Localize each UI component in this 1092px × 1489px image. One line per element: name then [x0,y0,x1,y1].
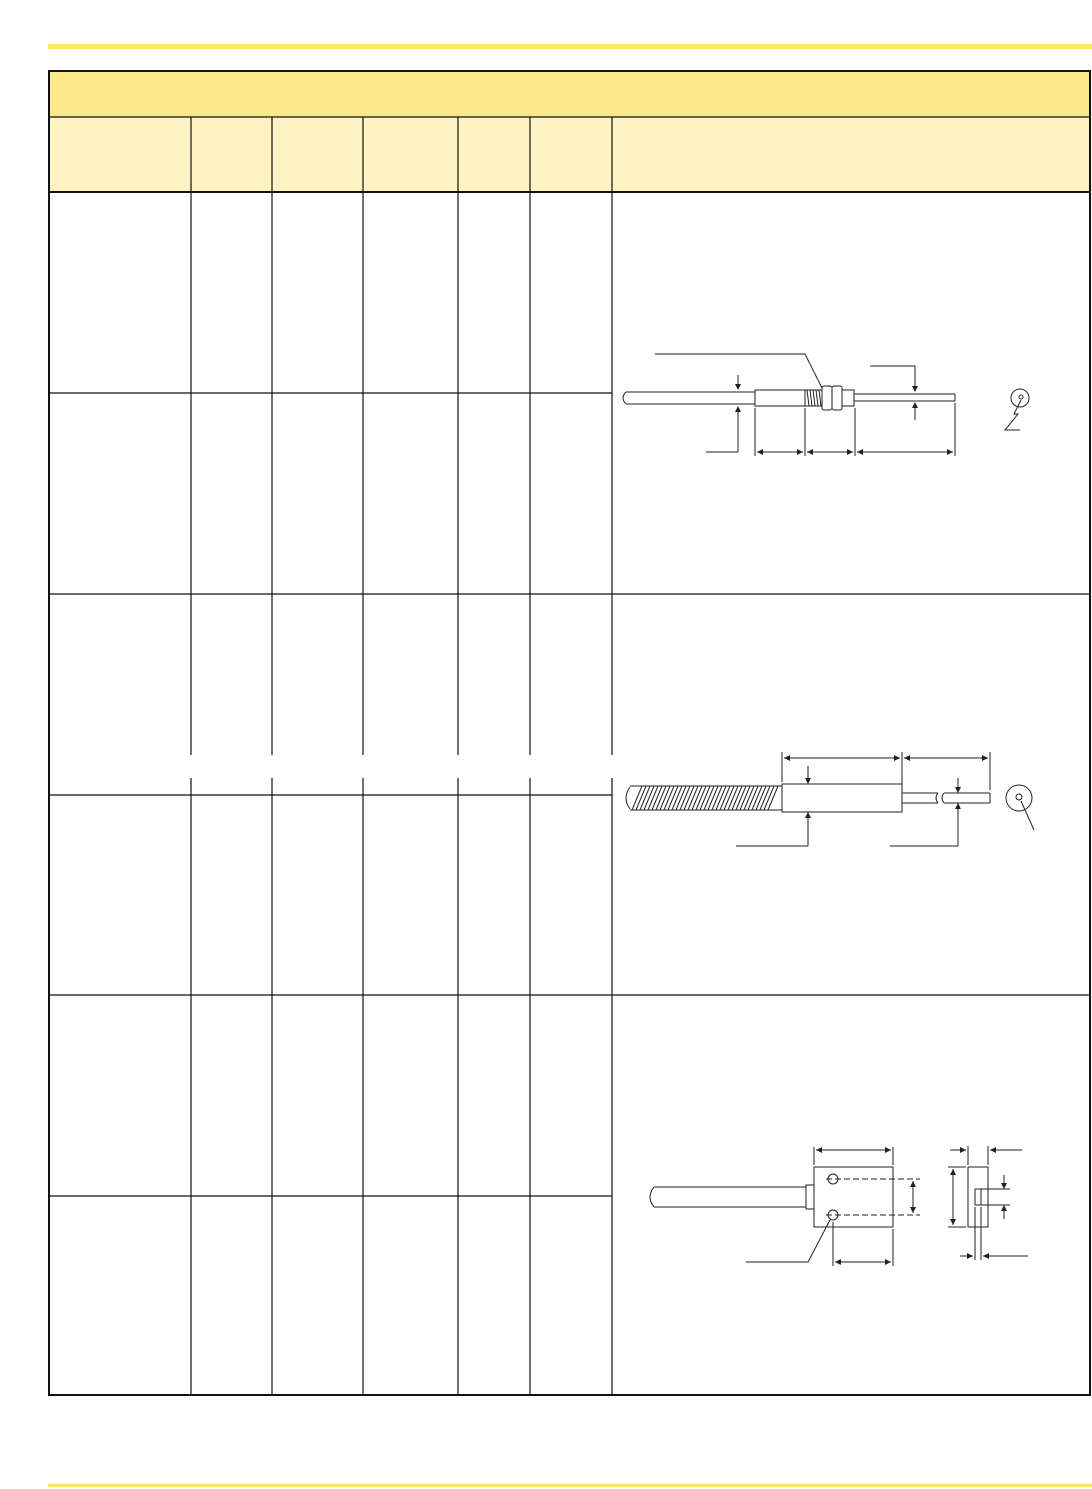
probe-with-threaded-fitting-icon [623,354,1029,456]
table-title-band [49,71,1090,117]
row-dividers [49,393,1090,1196]
column-header-row [49,117,1090,192]
probe-with-armored-cable-icon [626,752,1034,846]
surface-block-sensor-icon [650,1146,1028,1266]
column-dividers [191,117,612,1395]
